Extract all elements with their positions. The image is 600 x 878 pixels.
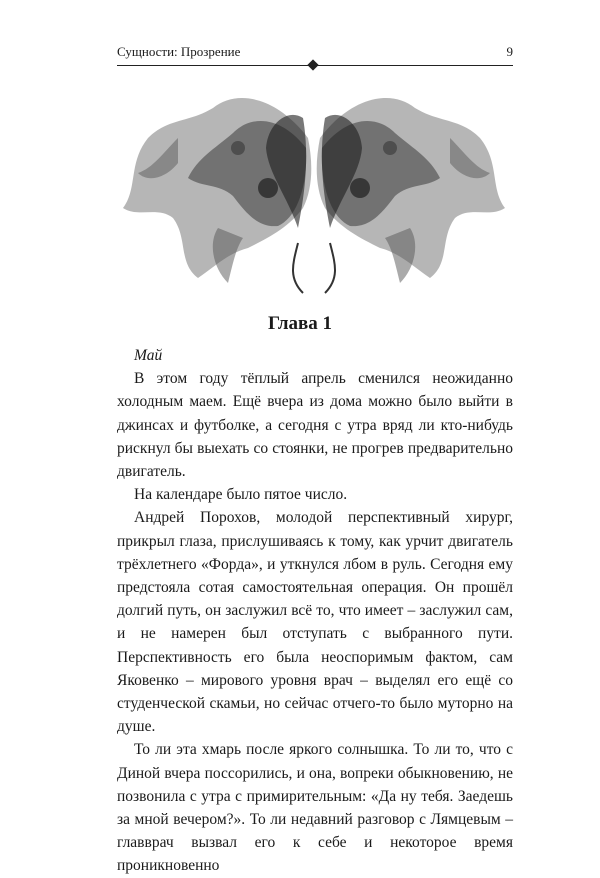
page-number: 9: [506, 44, 513, 59]
paragraph: На календаре было пятое число.: [134, 486, 348, 504]
diamond-ornament-icon: [307, 59, 318, 70]
inkblot-illustration: [118, 78, 510, 303]
inkblot-left-wing: [123, 98, 311, 293]
body-text: [117, 344, 513, 878]
book-title: Сущности: Прозрение: [117, 44, 241, 59]
paragraph: Андрей Порохов, молодой перспективный хирург, прикрыл глаза, прислушиваясь к тому, как урчит двигатель трёхлетнего «Форда», и уткнулся лбом в руль. Сегодня ему предстояла сотая самостоятельная операция. Он прошёл долгий путь, он заслужил всё то, что имеет – заслужил сам, и не намерен был отступать с выбранного пути. Перспективность его была неоспоримым фактом, сам Яковенко – мирового уровня врач – выделял его ещё со студенческой скамьи, но сейчас отчего-то было муторно на душе.: [117, 509, 513, 736]
paragraph: В этом году тёплый апрель сменился неожиданно холодным маем. Ещё вчера из дома можно было выйти в джинсах и футболке, а сегодня с утра вряд ли кто-нибудь рискнул бы выехать со стоянки, не прогрев предварительно двигатель.: [117, 370, 513, 481]
paragraph: То ли эта хмарь после яркого солнышка. То ли то, что с Диной вчера поссорились, и она, вопреки обыкновению, не позвонила с утра с примирительным: «Да ну тебя. Заедешь за мной вечером?». То ли недавний разговор с Лямцевым – главврач вызвал его к себе и некоторое время проникновенно: [117, 741, 513, 875]
chapter-title: Глава 1: [267, 313, 333, 334]
paragraph-epigraph: Май: [134, 347, 163, 364]
inkblot-right-wing: [317, 98, 505, 293]
running-header: [117, 44, 513, 60]
